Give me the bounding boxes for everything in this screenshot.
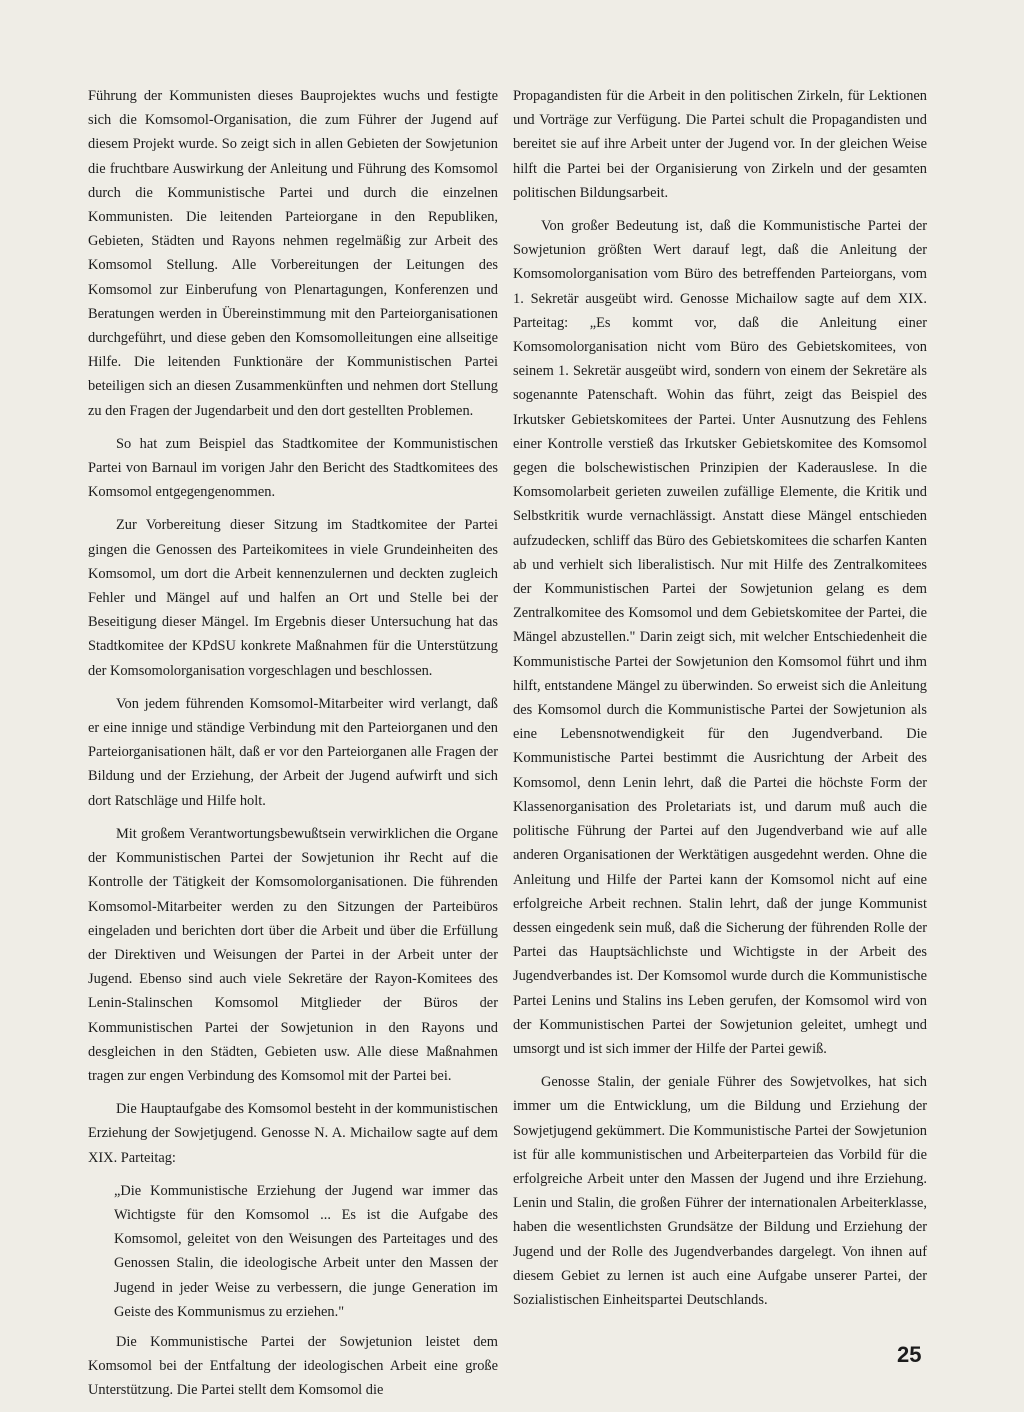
paragraph: Genosse Stalin, der geniale Führer des Sowjetvolkes, hat sich immer um die Entwicklung, um die Bildung und Erziehung der Sowjetjugend gekümmert. Die Kommunistische Partei der Sowjetunion ist für alle kommunistischen und Arbeiterparteien das Vorbild für die erfolgreiche Arbeit unter den Massen der Jugend und ihre Erziehung. Lenin und Stalin, die großen Führer der internationalen Arbeiterklasse, haben die wesentlichsten Grundsätze der Bildung und Erziehung der Jugend und der Rolle des Jugendverbandes dargelegt. Von ihnen auf diesem Gebiet zu lernen ist auch eine Aufgabe unserer Partei, der Sozialistischen Einheitspartei Deutschlands.	[513, 1074, 927, 1308]
paragraph: Mit großem Verantwortungsbewußtsein verwirklichen die Organe der Kommunistischen Partei der Sowjetunion ihr Recht auf die Kontrolle der Tätigkeit der Komsomolorganisationen. Die führenden Komsomol-Mitarbeiter werden zu den Sitzungen der Parteibüros eingeladen und berichten dort über die Arbeit und über die Erfüllung der Direktiven und Weisungen der Partei in der Arbeit unter der Jugend. Ebenso sind auch viele Sekretäre der Rayon-Komitees des Lenin-Stalinschen Komsomol Mitglieder der Büros der Kommunistischen Partei der Sowjetunion in den Rayons und desgleichen in den Städten, Gebieten usw. Alle diese Maßnahmen tragen zur engen Verbindung des Komsomol mit der Partei bei.	[88, 825, 498, 1084]
paragraph: Propagandisten für die Arbeit in den politischen Zirkeln, für Lektionen und Vorträge zur Verfügung. Die Partei schult die Propagandisten und bereitet sie auf ihre Arbeit unter der Jugend vor. In der gleichen Weise hilft die Partei bei der Organisierung von Zirkeln und der gesamten politischen Bildungsarbeit.	[513, 88, 927, 201]
page-number: 25	[897, 1342, 922, 1367]
paragraph: Die Hauptaufgabe des Komsomol besteht in der kommunistischen Erziehung der Sowjetjugend. Genosse N. A. Michailow sagte auf dem XIX. Parteitag:	[88, 1101, 498, 1166]
right-column	[513, 84, 927, 1321]
paragraph: So hat zum Beispiel das Stadtkomitee der Kommunistischen Partei von Barnaul im vorigen Jahr den Bericht des Stadtkomitees des Komsomol entgegengenommen.	[88, 435, 498, 501]
paragraph: Von großer Bedeutung ist, daß die Kommunistische Partei der Sowjetunion größten Wert darauf legt, daß die Anleitung der Komsomolorganisation vom Büro des betreffenden Parteiorgans, vom 1. Sekretär ausgeübt wird. Genosse Michailow sagte auf dem XIX. Parteitag: „Es kommt vor, daß die Anleitung einer Komsomolorganisation nicht vom Büro des Gebietskomitees, von seinem 1. Sekretär ausgeübt wird, sondern von einem der Sekretäre als sogenannte Patenschaft. Wohin das führt, zeigt das Beispiel des Irkutsker Gebietskomitees der Partei. Unter Ausnutzung des Fehlens einer Kontrolle verstieß das Irkutsker Gebietskomitee des Komsomol gegen die bolschewistischen Prinzipien der Kaderauslese. In die Komsomolarbeit gerieten zuweilen zufällige Elemente, die Kritik und Selbstkritik wurde vernachlässigt. Anstatt diese Mängel entschieden aufzudecken, schliff das Büro des Gebietskomitees die scharfen Kanten ab und verhielt sich liberalistisch. Nur mit Hilfe des Zentralkomitees der Kommunistischen Partei der Sowjetunion gelang es dem Zentralkomitee des Komsomol und dem Gebietskomitee der Partei, die Mängel abzustellen." Darin zeigt sich, mit welcher Entschiedenheit die Kommunistische Partei der Sowjetunion den Komsomol führt und ihm hilft, entstandene Mängel zu überwinden. So erweist sich die Anleitung des Komsomol durch die Kommunistische Partei der Sowjetunion als eine Lebensnotwendigkeit für den Jugendverband. Die Kommunistische Partei bestimmt die Ausrichtung der Arbeit des Komsomol, denn Lenin lehrt, daß die Partei die höchste Form der Klassenorganisation des Proletariats ist, und darum muß auch die politische Führung der Partei auf den Jugendverband wie auf alle anderen Organisationen der Werktätigen ausgedehnt werden. Ohne die Anleitung und Hilfe der Partei kann der Komsomol nicht auf eine erfolgreiche Arbeit rechnen. Stalin lehrt, daß der junge Kommunist dessen eingedenk sein muß, daß die Sicherung der führenden Rolle der Partei das Hauptsächlichste und Wichtigste in der Arbeit des Jugendverbandes ist. Der Komsomol wurde durch die Kommunistische Partei Lenins und Stalins ins Leben gerufen, der Komsomol wird von der Kommunistischen Partei der Sowjetunion geleitet, umhegt und umsorgt und ist sich immer der Hilfe der Partei gewiß.	[513, 218, 927, 1057]
paragraph: Von jedem führenden Komsomol-Mitarbeiter wird verlangt, daß er eine innige und ständige Verbindung mit den Parteiorganen und den Parteiorganisationen hält, daß er vor den Parteiorganen alle Fragen der Bildung und der Erziehung, der Arbeit der Jugend aufwirft und sich dort Ratschläge und Hilfe holt.	[88, 695, 498, 809]
paragraph: Die Kommunistische Partei der Sowjetunion leistet dem Komsomol bei der Entfaltung der ideologischen Arbeit eine große Unterstützung. Die Partei stellt dem Komsomol die	[88, 1333, 498, 1399]
block-quote: „Die Kommunistische Erziehung der Jugend war immer das Wichtigste für den Komsomol ... Es ist die Aufgabe des Komsomol, geleitet von den Weisungen des Parteitages und des Genossen Stalin, die ideologische Arbeit unter den Massen der Jugend in jeder Weise zu verbessern, die junge Generation im Geiste des Kommunismus zu erziehen."	[114, 1182, 498, 1320]
paragraph: Zur Vorbereitung dieser Sitzung im Stadtkomitee der Partei gingen die Genossen des Parteikomitees in viele Grundeinheiten des Komsomol, um dort die Arbeit kennenzulernen und deckten zugleich Fehler und Mängel auf und halfen an Ort und Stelle bei der Beseitigung dieser Mängel. Im Ergebnis dieser Untersuchung hat das Stadtkomitee der KPdSU konkrete Maßnahmen für die Unterstützung der Komsomolorganisation vorgeschlagen und beschlossen.	[88, 517, 498, 679]
left-column	[88, 84, 498, 1412]
paragraph: Führung der Kommunisten dieses Bauprojektes wuchs und festigte sich die Komsomol-Organisation, die zum Führer der Jugend auf diesem Projekt wurde. So zeigt sich in allen Gebieten der Sowjetunion die fruchtbare Auswirkung der Anleitung und Führung des Komsomol durch die Kommunistische Partei und durch die einzelnen Kommunisten. Die leitenden Parteiorgane in den Republiken, Gebieten, Städten und Rayons nehmen regelmäßig zur Arbeit des Komsomol Stellung. Alle Vorbereitungen der Leitungen des Komsomol zur Einberufung von Plenartagungen, Konferenzen und Beratungen werden in Übereinstimmung mit den Parteiorganisationen durchgeführt, und diese geben den Komsomolleitungen eine allseitige Hilfe. Die leitenden Funktionäre der Kommunistischen Partei beteiligen sich an diesen Zusammenkünften und nehmen dort Stellung zu den Fragen der Jugendarbeit und den dort gestellten Problemen.	[88, 88, 498, 419]
